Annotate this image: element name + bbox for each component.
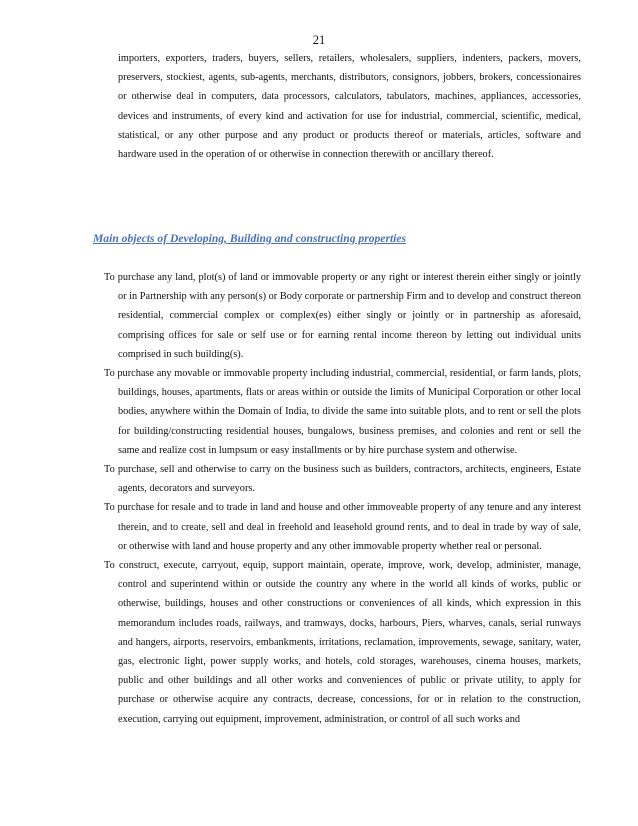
section-heading: Main objects of Developing, Building and constructing properties xyxy=(93,232,407,245)
object-item-3: To purchase, sell and otherwise to carry on the business such as builders, contractors, architects, engineers, Estate agents, decorators and surveyors. xyxy=(104,464,581,495)
intro-paragraph: importers, exporters, traders, buyers, sellers, retailers, wholesalers, suppliers, indenters, packers, movers, preservers, stockiest, agents, sub-agents, merchants, distributors, consignors, jobbers, brokers, concessionaires or otherwise deal in computers, data processors, calculators, tabulators, machines, appliances, accessories, devices and instruments, of every kind and activation for use for industrial, commercial, scientific, medical, statistical, or any other purpose and any product or products thereof or materials, articles, software and hardware used in the operation of or otherwise in connection therewith or ancillary thereof. xyxy=(118,53,581,161)
page-number: 21 xyxy=(312,33,326,47)
object-item-5: To construct, execute, carryout, equip, support maintain, operate, improve, work, develop, administer, manage, control and superintend within or outside the country any where in the world all kinds of works, public or otherwise, buildings, houses and other constructions or conveniences of all kinds, which expression in this memorandum includes roads, railways, and tramways, docks, harbours, Piers, wharves, canals, serial runways and hangers, airports, reservoirs, embankments, irritations, reclamation, improvements, sewage, sanitary, water, gas, electronic light, power supply works, and hotels, cold storages, warehouses, cinema houses, markets, public and other buildings and all other works and conveniences of public or private utility, to apply for purchase or otherwise acquire any contracts, decrease, concessions, for or in relation to the construction, execution, carrying out equipment, improvement, administration, or control of all such works and xyxy=(104,560,581,725)
objects-list xyxy=(104,268,581,729)
object-item-4: To purchase for resale and to trade in land and house and other immoveable property of any tenure and any interest therein, and to create, sell and deal in freehold and leasehold ground rents, and to deal in trade by way of sale, or otherwise with land and house property and any other immovable property whether real or personal. xyxy=(104,502,581,552)
object-item-2: To purchase any movable or immovable property including industrial, commercial, residential, or farm lands, plots, buildings, houses, apartments, flats or areas within or outside the limits of Municipal Corporation or other local bodies, anywhere within the Domain of India, to divide the same into suitable plots, and to rent or sell the plots for building/constructing residential houses, bungalows, business premises, and colonies and rent or sell the same and realize cost in lumpsum or easy installments or by hire purchase system and otherwise. xyxy=(104,368,581,456)
object-item-1: To purchase any land, plot(s) of land or immovable property or any right or interest therein either singly or jointly or in Partnership with any person(s) or Body corporate or partnership Firm and to develop and construct thereon residential, commercial complex or complex(es) either singly or jointly or in partnership as aforesaid, comprising offices for sale or self use or for earning rental income thereon by letting out individual units comprised in such building(s). xyxy=(104,272,581,360)
